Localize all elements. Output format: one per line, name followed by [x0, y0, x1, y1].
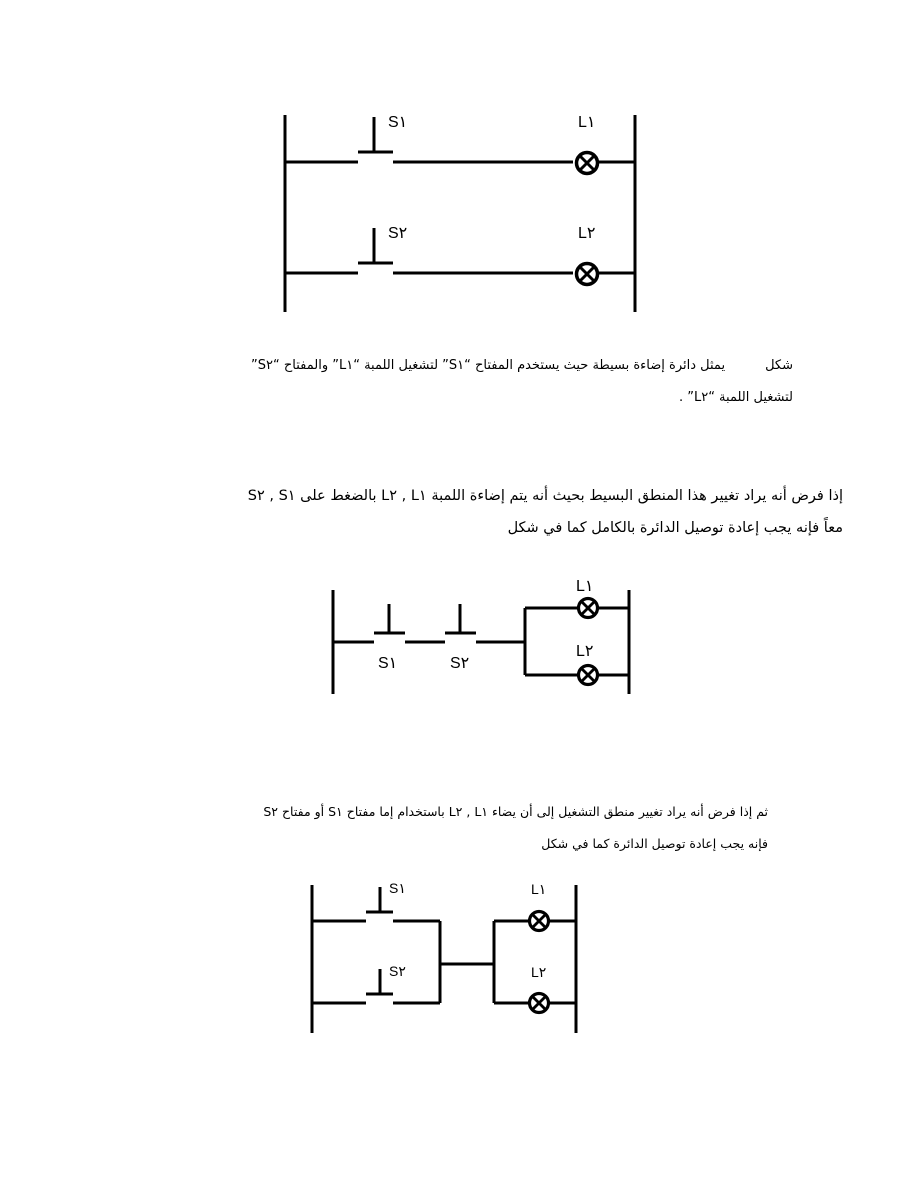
lamp-label-l2: L٢ — [576, 643, 594, 660]
paragraph2-line-2: معاً فإنه يجب إعادة توصيل الدائرة بالكامل كما في شكل — [507, 520, 843, 536]
paragraph3-line-2: فإنه يجب إعادة توصيل الدائرة كما في شكل — [541, 836, 768, 851]
lamp-label-l1: L١ — [576, 578, 594, 595]
switch-label-s2: S٢ — [388, 225, 408, 242]
lamp-label-l2: L٢ — [578, 225, 596, 242]
paragraph-or-logic — [263, 796, 768, 860]
switch-label-s2: S٢ — [450, 655, 470, 672]
rung-2 — [285, 225, 635, 285]
caption-figure-word: شكل — [765, 358, 793, 373]
switch-label-s1: S١ — [388, 114, 408, 131]
rung-1 — [285, 114, 635, 174]
figure-caption — [251, 350, 793, 414]
lamp-label-l2: L٢ — [531, 964, 547, 980]
switch-label-s1: S١ — [378, 655, 398, 672]
switch-label-s2: S٢ — [389, 963, 406, 979]
caption-text-1: يمثل دائرة إضاءة بسيطة حيث يستخدم المفتاح “S١” لتشغيل اللمبة “L١” والمفتاح “S٢” — [251, 358, 726, 373]
ladder-diagram-series-switches — [0, 570, 918, 700]
lamp-label-l1: L١ — [531, 881, 547, 897]
caption-line-1 — [251, 350, 793, 382]
ladder-diagram-separate-rungs — [0, 0, 918, 330]
lamp-label-l1: L١ — [578, 114, 596, 131]
switch-label-s1: S١ — [389, 880, 406, 896]
ladder-diagram-parallel-switches — [0, 870, 918, 1040]
caption-line-2: لتشغيل اللمبة “L٢” . — [678, 390, 793, 405]
paragraph3-line-1: ثم إذا فرض أنه يراد تغيير منطق التشغيل إلى أن يضاء L١ , L٢ باستخدام إما مفتاح S١ أو مفتاح S٢ — [263, 804, 768, 819]
paragraph-and-logic — [248, 480, 843, 544]
paragraph2-line-1: إذا فرض أنه يراد تغيير هذا المنطق البسيط بحيث أنه يتم إضاءة اللمبة L١ , L٢ بالضغط على S١ , S٢ — [247, 488, 843, 504]
